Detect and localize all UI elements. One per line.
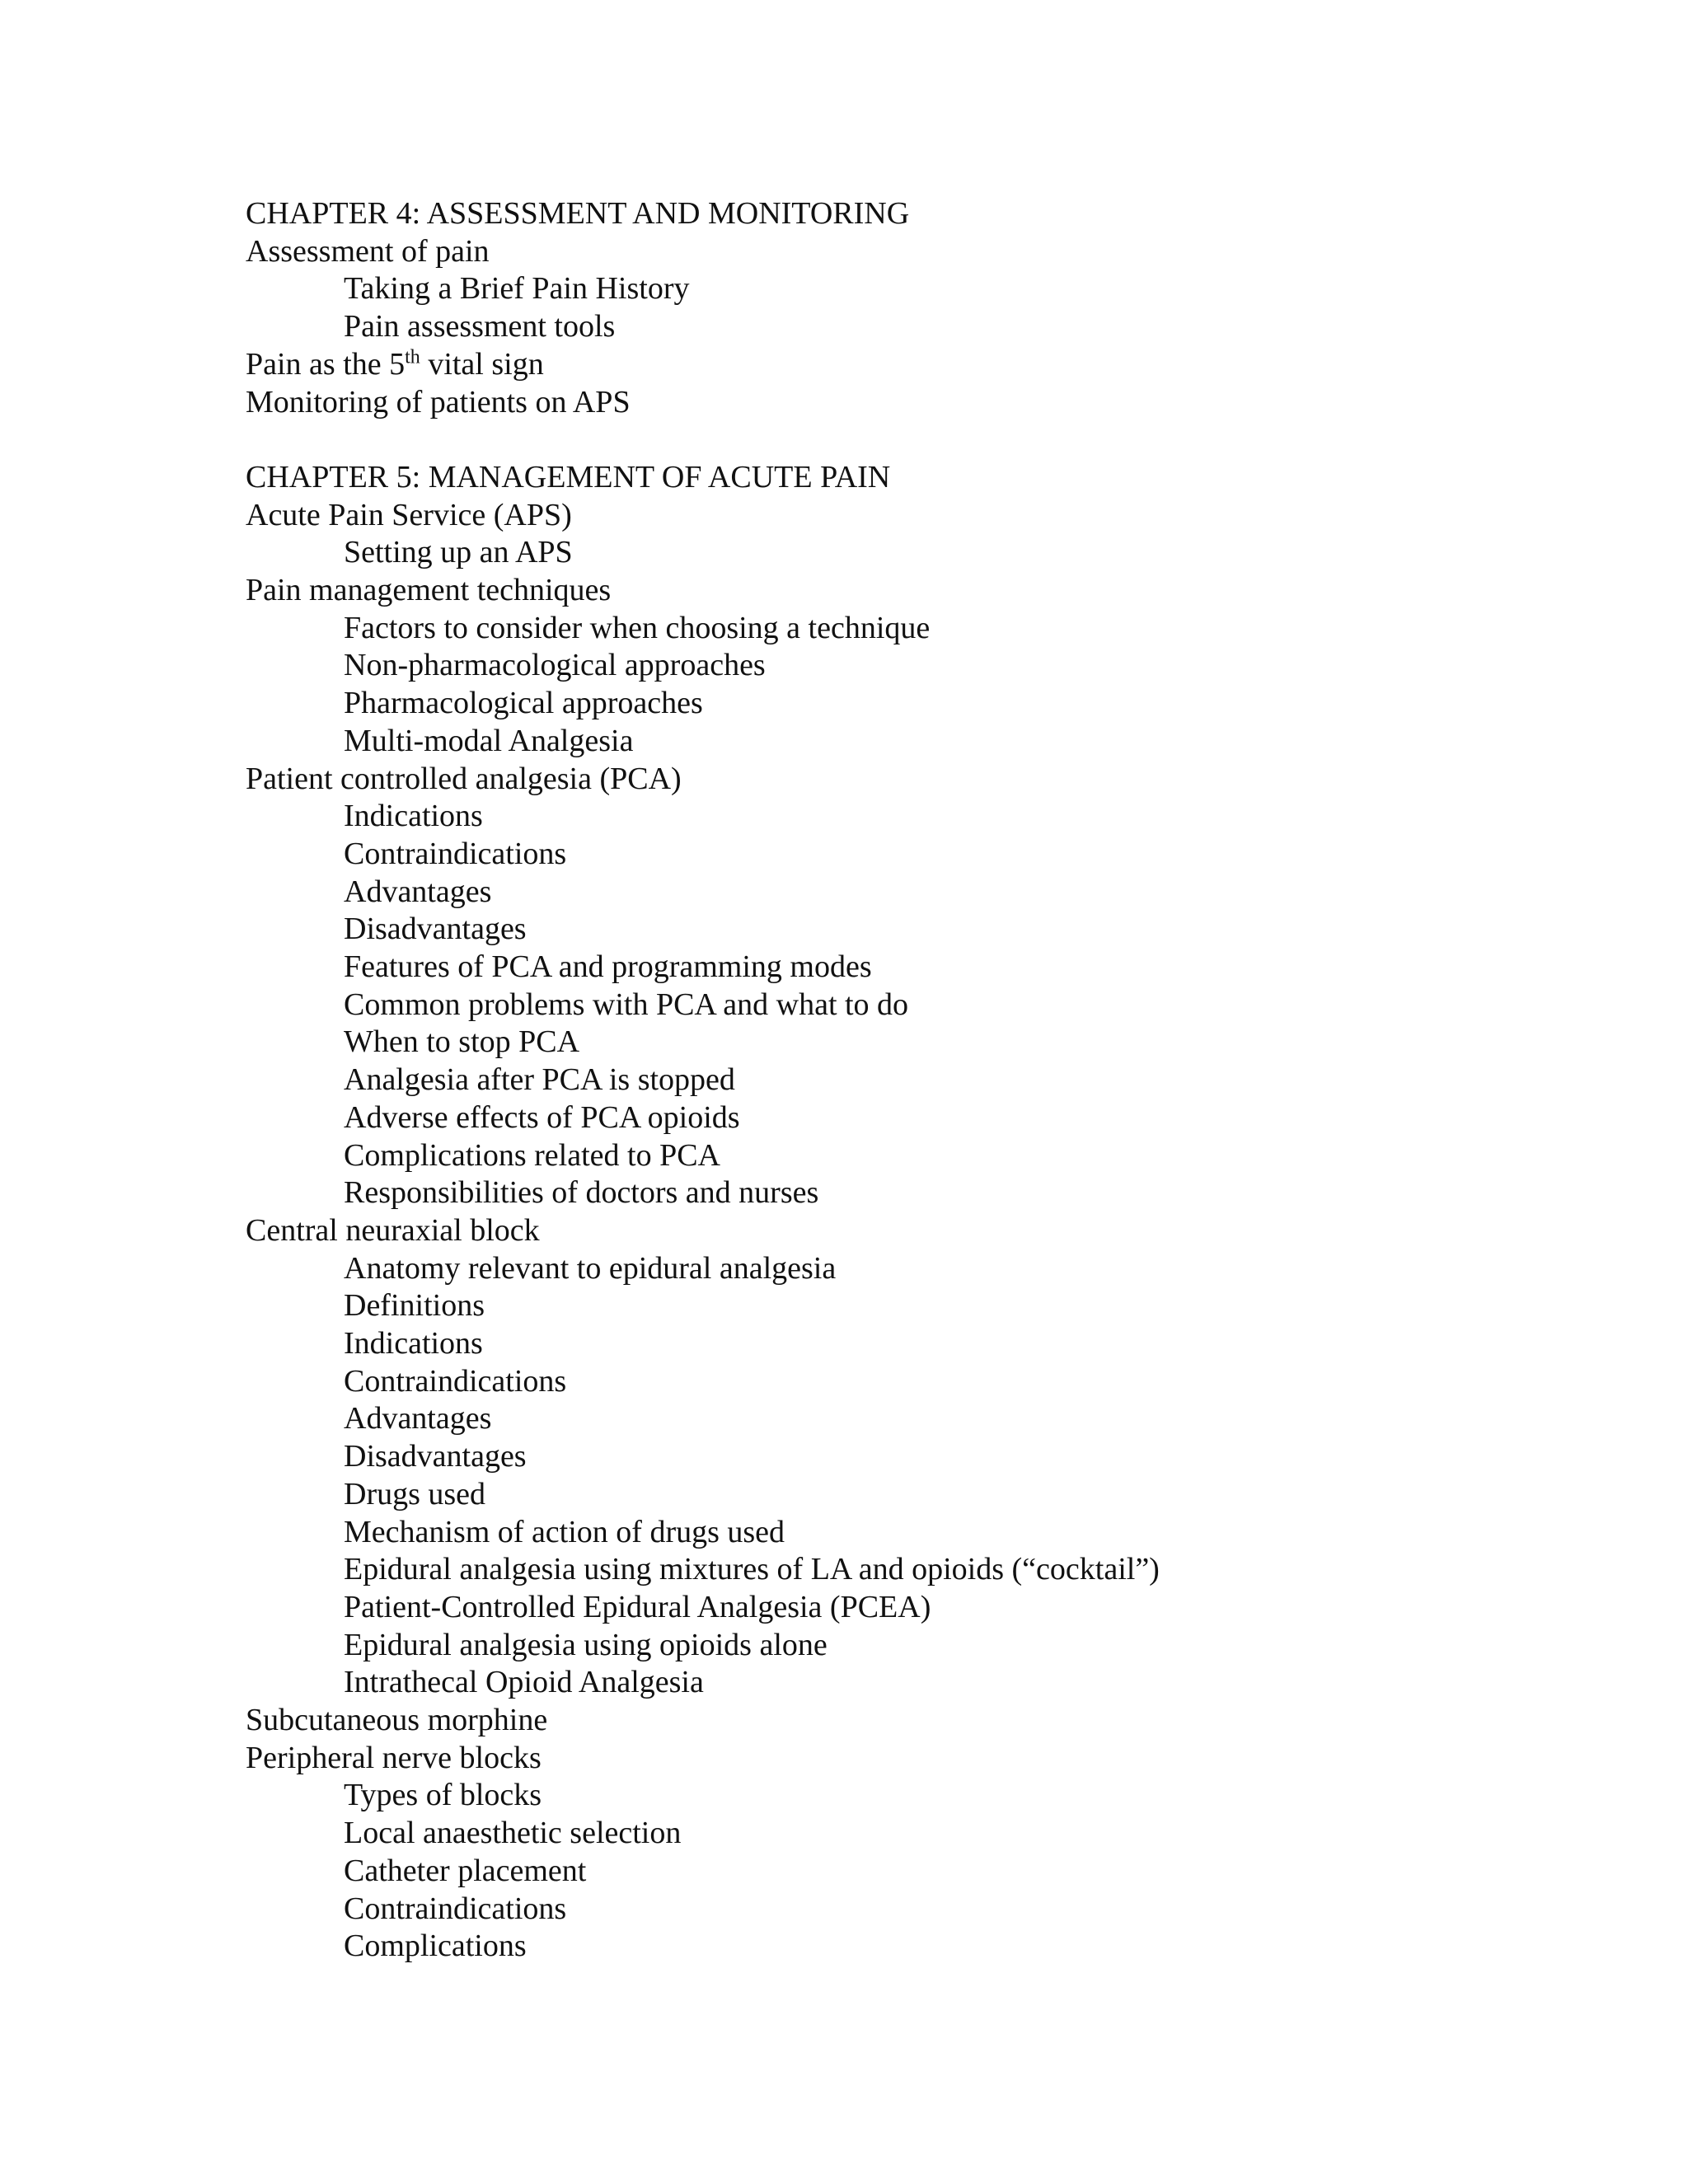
toc-subsection-item: Pain assessment tools — [344, 309, 616, 344]
toc-subsection-item: Drugs used — [344, 1476, 486, 1511]
toc-subsection-item: Common problems with PCA and what to do — [344, 987, 909, 1022]
toc-section-item: Patient controlled analgesia (PCA) — [246, 761, 682, 796]
toc-section-item: Monitoring of patients on APS — [246, 384, 631, 419]
toc-section-item: Assessment of pain — [246, 233, 490, 269]
toc-section-item: Pain management techniques — [246, 573, 612, 607]
toc-subsection-item: Anatomy relevant to epidural analgesia — [344, 1250, 837, 1286]
toc-subsection-item: Catheter placement — [344, 1853, 587, 1888]
toc-subsection-item: Patient-Controlled Epidural Analgesia (PCEA) — [344, 1589, 931, 1624]
toc-section-item — [246, 345, 544, 383]
toc-subsection-item: Analgesia after PCA is stopped — [344, 1062, 735, 1098]
toc-subsection-item: Advantages — [344, 1401, 492, 1436]
toc-subsection-item: Indications — [344, 799, 483, 834]
toc-subsection-item: Features of PCA and programming modes — [344, 949, 872, 984]
toc-subsection-item: Taking a Brief Pain History — [344, 271, 690, 307]
ordinal-superscript: th — [405, 346, 420, 368]
toc-subsection-item: Intrathecal Opioid Analgesia — [344, 1665, 704, 1700]
toc-section-item: Central neuraxial block — [246, 1212, 540, 1248]
toc-subsection-item: Contraindications — [344, 1363, 567, 1399]
toc-subsection-item: Mechanism of action of drugs used — [344, 1514, 785, 1549]
toc-subsection-item: Indications — [344, 1326, 483, 1361]
toc-subsection-item: Disadvantages — [344, 1439, 527, 1474]
toc-item-text: Pain as the 5 — [246, 346, 406, 382]
toc-subsection-item: Multi-modal Analgesia — [344, 723, 634, 758]
toc-subsection-item: When to stop PCA — [344, 1024, 580, 1060]
toc-subsection-item: Setting up an APS — [344, 535, 573, 570]
toc-subsection-item: Factors to consider when choosing a technique — [344, 610, 931, 645]
toc-subsection-item: Complications — [344, 1929, 527, 1964]
toc-section-item: Acute Pain Service (APS) — [246, 497, 572, 532]
toc-subsection-item: Adverse effects of PCA opioids — [344, 1099, 740, 1135]
toc-subsection-item: Contraindications — [344, 1891, 567, 1926]
toc-subsection-item: Disadvantages — [344, 912, 527, 947]
toc-subsection-item: Complications related to PCA — [344, 1137, 721, 1173]
toc-subsection-item: Pharmacological approaches — [344, 686, 703, 721]
toc-subsection-item: Epidural analgesia using opioids alone — [344, 1627, 828, 1662]
toc-section-item: Subcutaneous morphine — [246, 1703, 548, 1737]
chapter-heading: CHAPTER 4: ASSESSMENT AND MONITORING — [246, 196, 910, 231]
chapter-heading: CHAPTER 5: MANAGEMENT OF ACUTE PAIN — [246, 459, 891, 494]
toc-section-item: Peripheral nerve blocks — [246, 1740, 542, 1775]
toc-subsection-item: Advantages — [344, 874, 492, 909]
toc-subsection-item: Contraindications — [344, 836, 567, 871]
toc-subsection-item: Definitions — [344, 1288, 485, 1324]
toc-subsection-item: Epidural analgesia using mixtures of LA and opioids (“cocktail”) — [344, 1552, 1160, 1587]
toc-subsection-item: Types of blocks — [344, 1778, 542, 1813]
toc-item-text-continued: vital sign — [420, 346, 544, 382]
toc-subsection-item: Responsibilities of doctors and nurses — [344, 1175, 819, 1211]
toc-subsection-item: Local anaesthetic selection — [344, 1816, 682, 1851]
toc-subsection-item: Non-pharmacological approaches — [344, 648, 766, 683]
